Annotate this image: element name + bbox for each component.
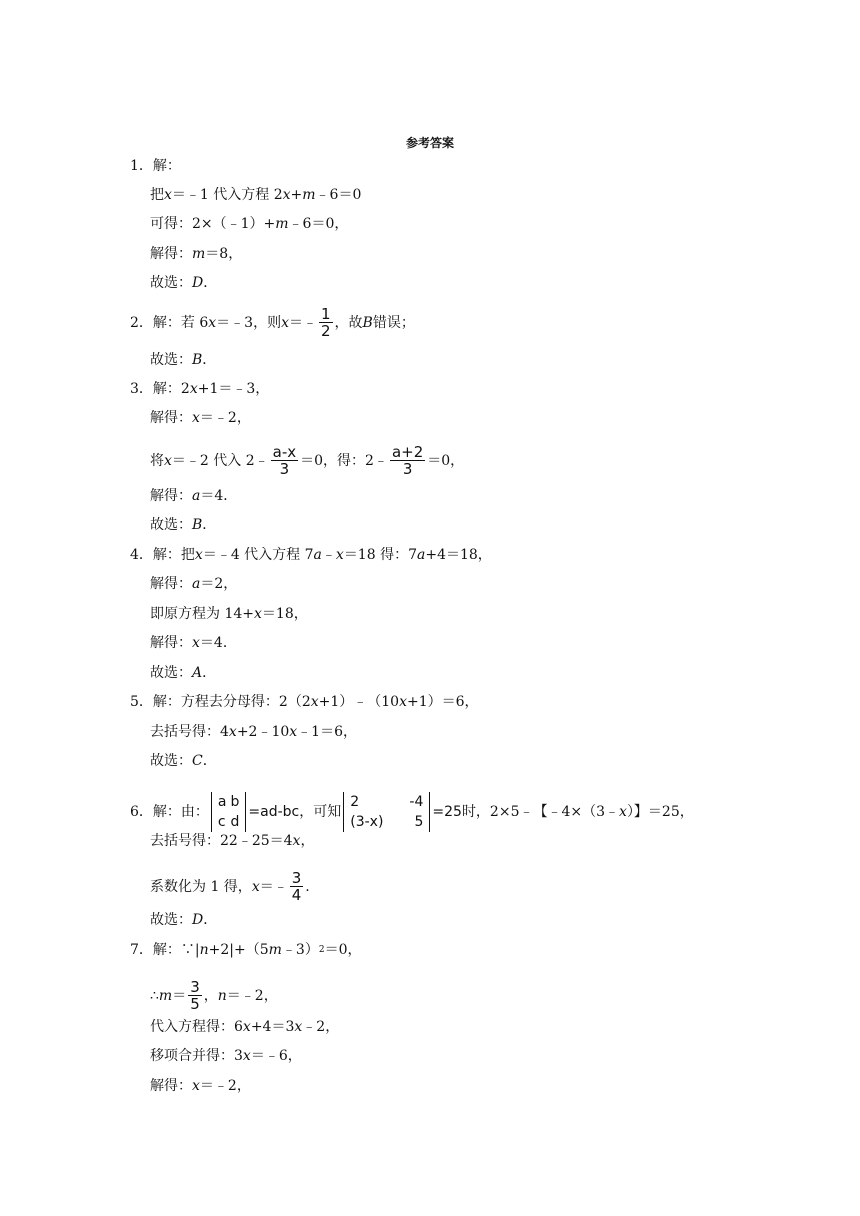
q3-answer: 故选： B ． xyxy=(150,517,217,533)
q4-line-3: 即原方程为 14+ x ＝18， xyxy=(150,606,308,622)
q5-answer: 故选： C ． xyxy=(150,753,217,769)
q3-fraction-2: $\frac{a+2}{3}$ xyxy=(391,443,424,478)
q3-line-1: 3．解：2 x +1＝﹣3， xyxy=(130,381,270,397)
q6-line-3: 系数化为 1 得， x ＝﹣ $\frac{3}{4}$ . xyxy=(150,869,310,904)
page-title: 参考答案 xyxy=(405,136,454,150)
q7-line-1: 7．解：∵| n +2|+（5 m ﹣3） 2 ＝0， xyxy=(130,942,362,958)
q7-fraction: $\frac{3}{5}$ xyxy=(190,978,200,1013)
q1-line-3: 解得： m ＝8， xyxy=(150,246,243,262)
determinant-given: 2 -4 (3-x) 5 xyxy=(343,792,430,832)
q3-line-3: 将 x ＝﹣2 代入 2﹣ $\frac{a-x}{3}$ ＝0，得：2﹣ $\frac{a+2}{3}$ ＝0， xyxy=(150,443,465,478)
q5-line-1: 5．解：方程去分母得：2（2 x +1）﹣（10 x +1）＝6， xyxy=(130,694,479,710)
q1-line-2: 可得：2×（﹣1）+ m ﹣6＝0， xyxy=(150,216,349,232)
q2-line-1: 2．解：若 6 x ＝﹣3，则 x ＝ ﹣ $\frac{1}{2}$ ，故 B 错误； xyxy=(130,305,415,340)
q7-line-4: 移项合并得：3 x ＝﹣6， xyxy=(150,1048,302,1064)
q4-line-4: 解得： x ＝4． xyxy=(150,635,237,651)
q1-line-1: 把 x ＝﹣1 代入方程 2 x + m ﹣6＝0 xyxy=(150,187,362,203)
q6-line-2: 去括号得：22﹣25＝4 x ， xyxy=(150,833,315,849)
q4-line-2: 解得： a ＝2， xyxy=(150,576,238,592)
q7-line-5: 解得： x ＝﹣2， xyxy=(150,1078,251,1094)
q1-header: 1．解： xyxy=(130,158,181,174)
q1-answer: 故选： D ． xyxy=(150,275,218,291)
q4-answer: 故选： A ． xyxy=(150,665,217,681)
q6-line-1: 6．解：由： a b c d =ad-bc ，可知 2 -4 (3-x) 5 =25 时，2×5﹣【﹣4×（3﹣ x ）】＝25， xyxy=(130,794,694,830)
q4-line-1: 4．解：把 x ＝﹣4 代入方程 7 a ﹣ x ＝18 得：7 a +4＝18， xyxy=(130,547,492,563)
q6-fraction: $\frac{3}{4}$ xyxy=(291,869,302,904)
q6-answer: 故选： D ． xyxy=(150,912,218,928)
q3-line-4: 解得： a ＝4． xyxy=(150,488,238,504)
determinant-definition: a b c d xyxy=(211,792,246,832)
q2-fraction: $\frac{1}{2}$ xyxy=(321,305,331,340)
q7-line-2: ∴ m ＝ $\frac{3}{5}$ ， n ＝﹣2， xyxy=(150,978,278,1013)
q3-fraction-1: $\frac{a-x}{3}$ xyxy=(272,443,297,478)
q7-line-3: 代入方程得：6 x +4＝3 x ﹣2， xyxy=(150,1019,340,1035)
q3-line-2: 解得： x ＝﹣2， xyxy=(150,410,251,426)
q5-line-2: 去括号得：4 x +2﹣10 x ﹣1＝6， xyxy=(150,724,358,740)
q2-answer: 故选： B ． xyxy=(150,352,217,368)
